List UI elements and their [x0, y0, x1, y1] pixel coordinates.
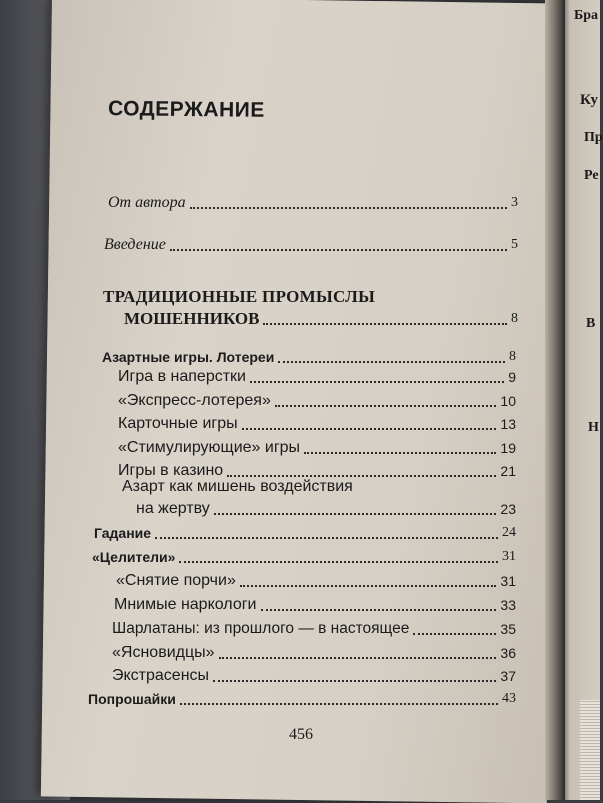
toc-entry-page: 9	[508, 369, 516, 385]
toc-entry[interactable]	[102, 348, 516, 366]
toc-entry[interactable]	[118, 392, 516, 410]
toc-entry-page: 23	[500, 501, 516, 517]
section-heading	[103, 287, 375, 307]
toc-entry-page: 24	[502, 525, 516, 540]
toc-entry-label: Экстрасенсы	[112, 667, 210, 684]
toc-entry[interactable]	[118, 368, 516, 386]
toc-entry[interactable]	[116, 572, 516, 590]
facing-page-fragment: В	[586, 316, 596, 331]
toc-entry-label: Азартные игры. Лотереи	[102, 349, 275, 365]
facing-page-fragment: Ре	[584, 168, 599, 183]
toc-entry-page: 13	[500, 416, 516, 432]
toc-entry[interactable]	[94, 524, 516, 542]
toc-entry-page: 5	[511, 237, 518, 252]
toc-entry-label: «Экспресс-лотерея»	[118, 392, 271, 409]
page-number: 456	[289, 726, 313, 743]
toc-entry-page: 43	[502, 691, 516, 706]
toc-entry-label: «Снятие порчи»	[116, 572, 236, 589]
toc-entry-label: «Целители»	[92, 549, 176, 565]
facing-page-fragment: Ку	[580, 92, 599, 108]
leader-dots	[250, 381, 504, 383]
leader-dots	[278, 361, 505, 363]
toc-entry[interactable]	[88, 690, 516, 708]
toc-entry[interactable]	[118, 415, 516, 433]
toc-entry-label: «Ясновидцы»	[112, 644, 215, 661]
toc-entry[interactable]	[118, 439, 516, 457]
toc-entry-label: Игры в казино	[118, 462, 224, 479]
facing-page-fragment: Пр	[584, 130, 603, 145]
toc-entry-page: 31	[500, 573, 516, 589]
toc-entry-label: Азарт как мишень воздействия	[122, 478, 353, 495]
toc-entry-page: 3	[511, 195, 518, 210]
leader-dots	[170, 249, 507, 251]
leader-dots	[227, 475, 496, 477]
toc-entry[interactable]	[104, 236, 518, 254]
leader-dots	[214, 513, 497, 515]
page-title: СОДЕРЖАНИЕ	[107, 97, 265, 122]
facing-page-fragment: Н	[588, 420, 599, 435]
toc-entry-label: Шарлатаны: из прошлого — в настоящее	[112, 620, 410, 637]
leader-dots	[263, 323, 507, 325]
toc-entry-page: 8	[509, 349, 516, 364]
toc-entry[interactable]	[112, 644, 516, 662]
leader-dots	[180, 703, 498, 705]
leader-dots	[240, 585, 497, 587]
facing-page-fragment: Бра	[574, 8, 599, 23]
toc-entry[interactable]	[92, 548, 516, 566]
leader-dots	[413, 633, 496, 635]
toc-entry-page: 21	[500, 463, 516, 479]
toc-entry-page: 10	[500, 393, 516, 409]
toc-entry[interactable]	[124, 310, 518, 328]
section-heading-line: МОШЕННИКОВ	[124, 309, 260, 328]
toc-entry-page: 36	[500, 645, 516, 661]
section-heading-line: ТРАДИЦИОННЫЕ ПРОМЫСЛЫ	[103, 287, 376, 306]
leader-dots	[179, 561, 498, 563]
toc-entry-label: Мнимые наркологи	[114, 596, 257, 613]
toc-entry[interactable]	[112, 667, 516, 685]
toc-entry-label: Карточные игры	[118, 415, 238, 432]
toc-entry-label: Игра в наперстки	[118, 368, 246, 385]
toc-entry-label: От автора	[108, 194, 186, 211]
toc-entry-page: 8	[511, 311, 518, 326]
leader-dots	[242, 428, 497, 430]
toc-entry-label: «Стимулирующие» игры	[118, 439, 301, 456]
toc-entry[interactable]	[136, 500, 516, 518]
toc-entry-page: 37	[500, 668, 516, 684]
toc-entry-page: 19	[500, 440, 516, 456]
leader-dots	[155, 537, 498, 539]
leader-dots	[304, 452, 496, 454]
toc-entry[interactable]	[108, 194, 518, 212]
toc-entry-label: Попрошайки	[88, 691, 176, 707]
leader-dots	[261, 609, 497, 611]
toc-entry-page: 35	[500, 621, 516, 637]
toc-entry-label: на жертву	[136, 500, 210, 517]
leader-dots	[219, 657, 497, 659]
toc-entry-page: 31	[502, 549, 516, 564]
toc-entry[interactable]	[114, 596, 516, 614]
toc-entry-page: 33	[500, 597, 516, 613]
leader-dots	[190, 207, 507, 209]
toc-entry[interactable]	[112, 620, 516, 638]
toc-entry-label: Гадание	[94, 525, 152, 541]
leader-dots	[213, 680, 496, 682]
leader-dots	[275, 405, 497, 407]
toc-entry-label: Введение	[104, 236, 166, 253]
